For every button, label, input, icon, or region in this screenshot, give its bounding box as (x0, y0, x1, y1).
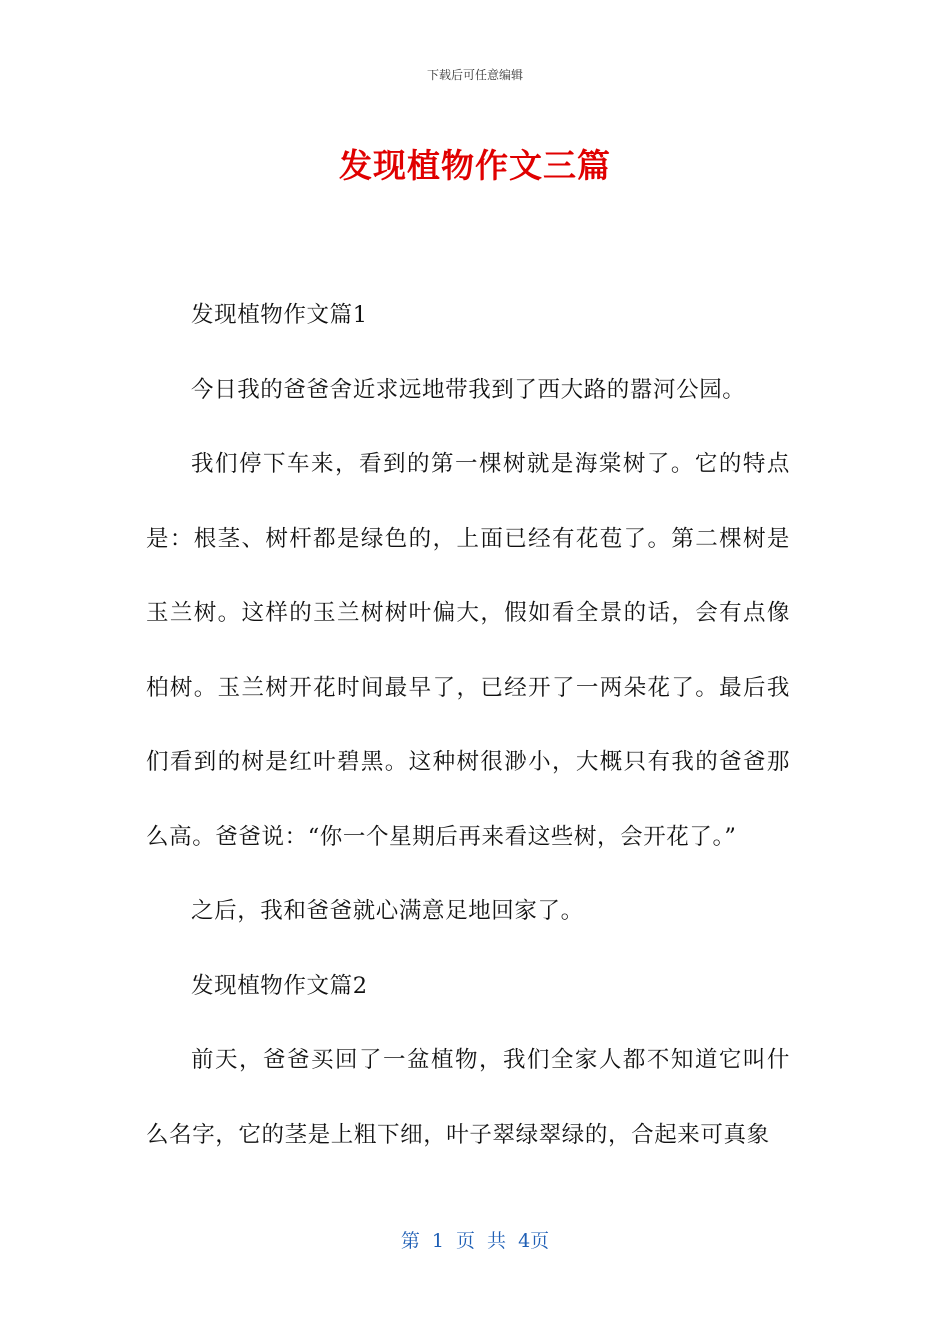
section-heading-2: 发现植物作文篇2 (191, 972, 368, 999)
paragraph: 之后，我和爸爸就心满意足地回家了。 (191, 898, 584, 924)
document-body (146, 278, 790, 1172)
paragraph: 我们停下车来，看到的第一棵树就是海棠树了。它的特点是：根茎、树杆都是绿色的，上面已经有花苞了。第二棵树是玉兰树。这样的玉兰树树叶偏大，假如看全景的话，会有点像柏树。玉兰树开花时间最早了，已经开了一两朵花了。最后我们看到的树是红叶碧黑。这种树很渺小，大概只有我的爸爸那么高。爸爸说：“你一个星期后再来看这些树，会开花了。” (146, 451, 790, 850)
header-note: 下载后可任意编辑 (426, 68, 523, 82)
section-heading-1: 发现植物作文篇1 (191, 302, 368, 328)
page-number-footer: 第 1 页 共 4页 (400, 1230, 550, 1252)
document-title: 发现植物作文三篇 (339, 146, 611, 185)
paragraph: 前天，爸爸买回了一盆植物，我们全家人都不知道它叫什么名字，它的茎是上粗下细，叶子翠绿翠绿的，合起来可真象 (146, 1047, 790, 1148)
paragraph: 今日我的爸爸舍近求远地带我到了西大路的嚣河公园。 (191, 376, 746, 403)
